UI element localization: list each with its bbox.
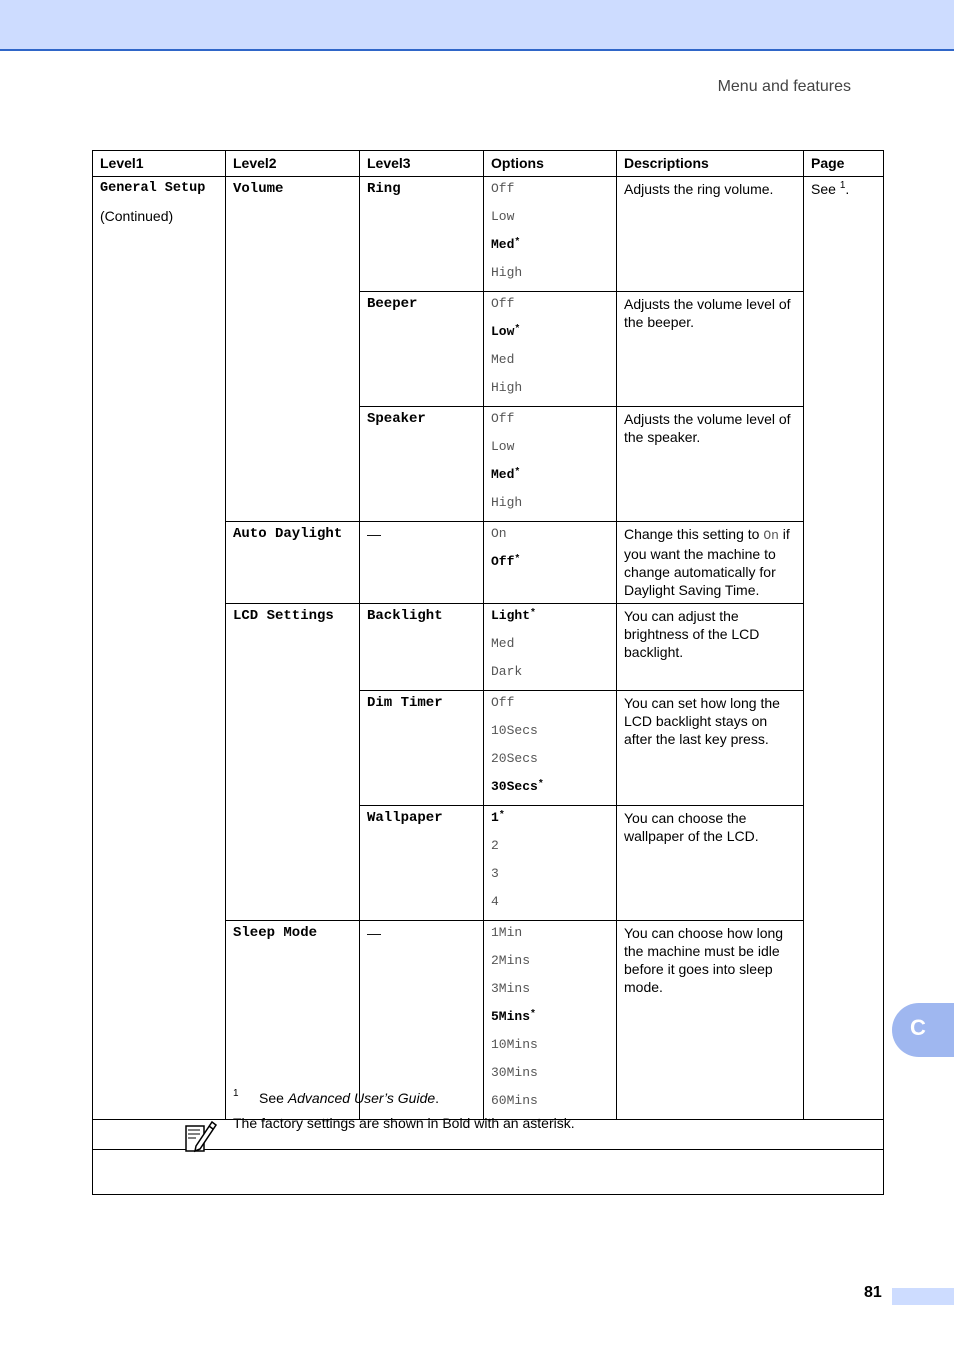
default-asterisk: * xyxy=(531,607,535,618)
level2-cell: Auto Daylight xyxy=(226,522,360,604)
option-label: Low xyxy=(491,324,515,339)
level3-cell: — xyxy=(360,522,484,604)
col-header-level2: Level2 xyxy=(226,151,360,177)
table-header-row xyxy=(93,151,884,177)
level3-cell: Speaker xyxy=(360,407,484,522)
footnote-text xyxy=(259,1090,439,1106)
option-label: Off xyxy=(491,554,515,569)
options-cell xyxy=(484,522,617,604)
footnote-pre: See xyxy=(259,1090,288,1106)
option-label: Med xyxy=(491,636,515,651)
option-label: Low xyxy=(491,209,515,224)
option-label: High xyxy=(491,380,523,395)
option-item xyxy=(491,745,610,773)
default-asterisk: * xyxy=(515,323,520,334)
option-label: 10Mins xyxy=(491,1037,538,1052)
option-label: Light xyxy=(491,608,531,623)
default-asterisk: * xyxy=(515,466,520,477)
description-option-ref: On xyxy=(763,528,779,543)
description-cell: Adjusts the ring volume. xyxy=(617,177,804,292)
option-label: 60Mins xyxy=(491,1093,538,1108)
level3-cell: Backlight xyxy=(360,604,484,691)
option-item xyxy=(491,1003,610,1031)
level3-cell: Wallpaper xyxy=(360,806,484,921)
option-item xyxy=(491,175,610,203)
options-cell xyxy=(484,407,617,522)
description-text: Change this setting to xyxy=(624,526,764,542)
note-cell xyxy=(93,1150,884,1195)
option-label: High xyxy=(491,265,523,280)
option-label: 4 xyxy=(491,894,499,909)
description-cell: Adjusts the volume level of the speaker. xyxy=(617,407,804,522)
option-label: Off xyxy=(491,695,515,710)
pencil-note-icon xyxy=(182,1118,218,1154)
col-header-page: Page xyxy=(804,151,884,177)
chapter-tab-label: C xyxy=(910,1015,926,1040)
option-item xyxy=(491,1059,610,1087)
option-label: 2 xyxy=(491,838,499,853)
level3-cell: Dim Timer xyxy=(360,691,484,806)
option-label: Med xyxy=(491,237,515,252)
options-cell xyxy=(484,604,617,691)
option-item xyxy=(491,658,610,686)
level3-cell: — xyxy=(360,921,484,1120)
option-item xyxy=(491,489,610,517)
level2-cell: Volume xyxy=(226,177,360,522)
option-item xyxy=(491,318,610,346)
option-label: Off xyxy=(491,296,515,311)
option-item xyxy=(491,689,610,717)
option-label: Off xyxy=(491,411,515,426)
option-label: 30Secs xyxy=(491,779,538,794)
col-header-descriptions: Descriptions xyxy=(617,151,804,177)
page-number-bar xyxy=(892,1288,954,1305)
description-cell: You can choose how long the machine must be idle before it goes into sleep mode. xyxy=(617,921,804,1120)
default-asterisk: * xyxy=(515,236,520,247)
option-label: 20Secs xyxy=(491,751,538,766)
note-row xyxy=(93,1150,884,1195)
description-cell: Adjusts the volume level of the beeper. xyxy=(617,292,804,407)
option-item xyxy=(491,860,610,888)
option-label: Dark xyxy=(491,664,523,679)
option-item xyxy=(491,346,610,374)
option-item xyxy=(491,773,610,801)
col-header-level1: Level1 xyxy=(93,151,226,177)
option-label: 3Mins xyxy=(491,981,531,996)
level1-cell xyxy=(93,177,226,1120)
option-item xyxy=(491,290,610,318)
continued-label: (Continued) xyxy=(100,208,174,224)
option-item xyxy=(491,947,610,975)
option-item xyxy=(491,231,610,259)
page-ref-suffix: . xyxy=(845,181,850,197)
footnote-number: 1 xyxy=(233,1088,239,1099)
default-asterisk: * xyxy=(531,1008,535,1019)
default-asterisk: * xyxy=(499,809,504,820)
level3-cell: Ring xyxy=(360,177,484,292)
option-label: 1Min xyxy=(491,925,523,940)
option-label: Low xyxy=(491,439,515,454)
page-cell xyxy=(804,177,884,1120)
level3-cell: Beeper xyxy=(360,292,484,407)
option-item xyxy=(491,832,610,860)
description-cell: You can choose the wallpaper of the LCD. xyxy=(617,806,804,921)
option-item xyxy=(491,1087,610,1115)
default-asterisk: * xyxy=(538,778,543,789)
option-label: Off xyxy=(491,181,515,196)
option-item xyxy=(491,602,610,630)
footnote-italic: Advanced User’s Guide xyxy=(287,1090,436,1106)
option-item xyxy=(491,919,610,947)
chapter-tab[interactable] xyxy=(892,1003,954,1057)
option-label: 3 xyxy=(491,866,499,881)
option-label: On xyxy=(491,526,507,541)
options-cell xyxy=(484,806,617,921)
level2-cell: LCD Settings xyxy=(226,604,360,921)
option-label: 5Mins xyxy=(491,1009,531,1024)
page-ref-prefix: See xyxy=(811,181,840,197)
level2-cell: Sleep Mode xyxy=(226,921,360,1120)
options-cell xyxy=(484,691,617,806)
option-item xyxy=(491,804,610,832)
section-title: Menu and features xyxy=(717,78,851,95)
description-cell xyxy=(617,522,804,604)
note-text: The factory settings are shown in Bold with an asterisk. xyxy=(233,1115,575,1131)
option-item xyxy=(491,203,610,231)
option-label: 30Mins xyxy=(491,1065,538,1080)
option-label: Med xyxy=(491,467,515,482)
menu-table xyxy=(92,150,884,1195)
option-label: Med xyxy=(491,352,515,367)
col-header-options: Options xyxy=(484,151,617,177)
table-row xyxy=(93,177,884,292)
option-label: 10Secs xyxy=(491,723,538,738)
option-item xyxy=(491,975,610,1003)
description-text: if you want the machine to change automatically for Daylight Saving Time. xyxy=(624,526,790,598)
page-number: 81 xyxy=(864,1284,882,1301)
option-item xyxy=(491,548,610,576)
option-item xyxy=(491,433,610,461)
options-cell xyxy=(484,177,617,292)
option-label: 2Mins xyxy=(491,953,531,968)
options-cell xyxy=(484,292,617,407)
option-item xyxy=(491,520,610,548)
level1-label: General Setup xyxy=(100,181,206,196)
header-band xyxy=(0,0,954,51)
description-cell: You can adjust the brightness of the LCD backlight. xyxy=(617,604,804,691)
option-item xyxy=(491,259,610,287)
footnote-post: . xyxy=(435,1090,440,1106)
option-item xyxy=(491,1031,610,1059)
col-header-level3: Level3 xyxy=(360,151,484,177)
option-item xyxy=(491,374,610,402)
default-asterisk: * xyxy=(515,553,520,564)
option-item xyxy=(491,717,610,745)
options-cell xyxy=(484,921,617,1120)
page-ref-footnote[interactable]: 1 xyxy=(839,180,846,191)
option-item xyxy=(491,888,610,916)
option-item xyxy=(491,405,610,433)
description-cell: You can set how long the LCD backlight stays on after the last key press. xyxy=(617,691,804,806)
option-label: 1 xyxy=(491,810,499,825)
option-label: High xyxy=(491,495,523,510)
option-item xyxy=(491,461,610,489)
option-item xyxy=(491,630,610,658)
